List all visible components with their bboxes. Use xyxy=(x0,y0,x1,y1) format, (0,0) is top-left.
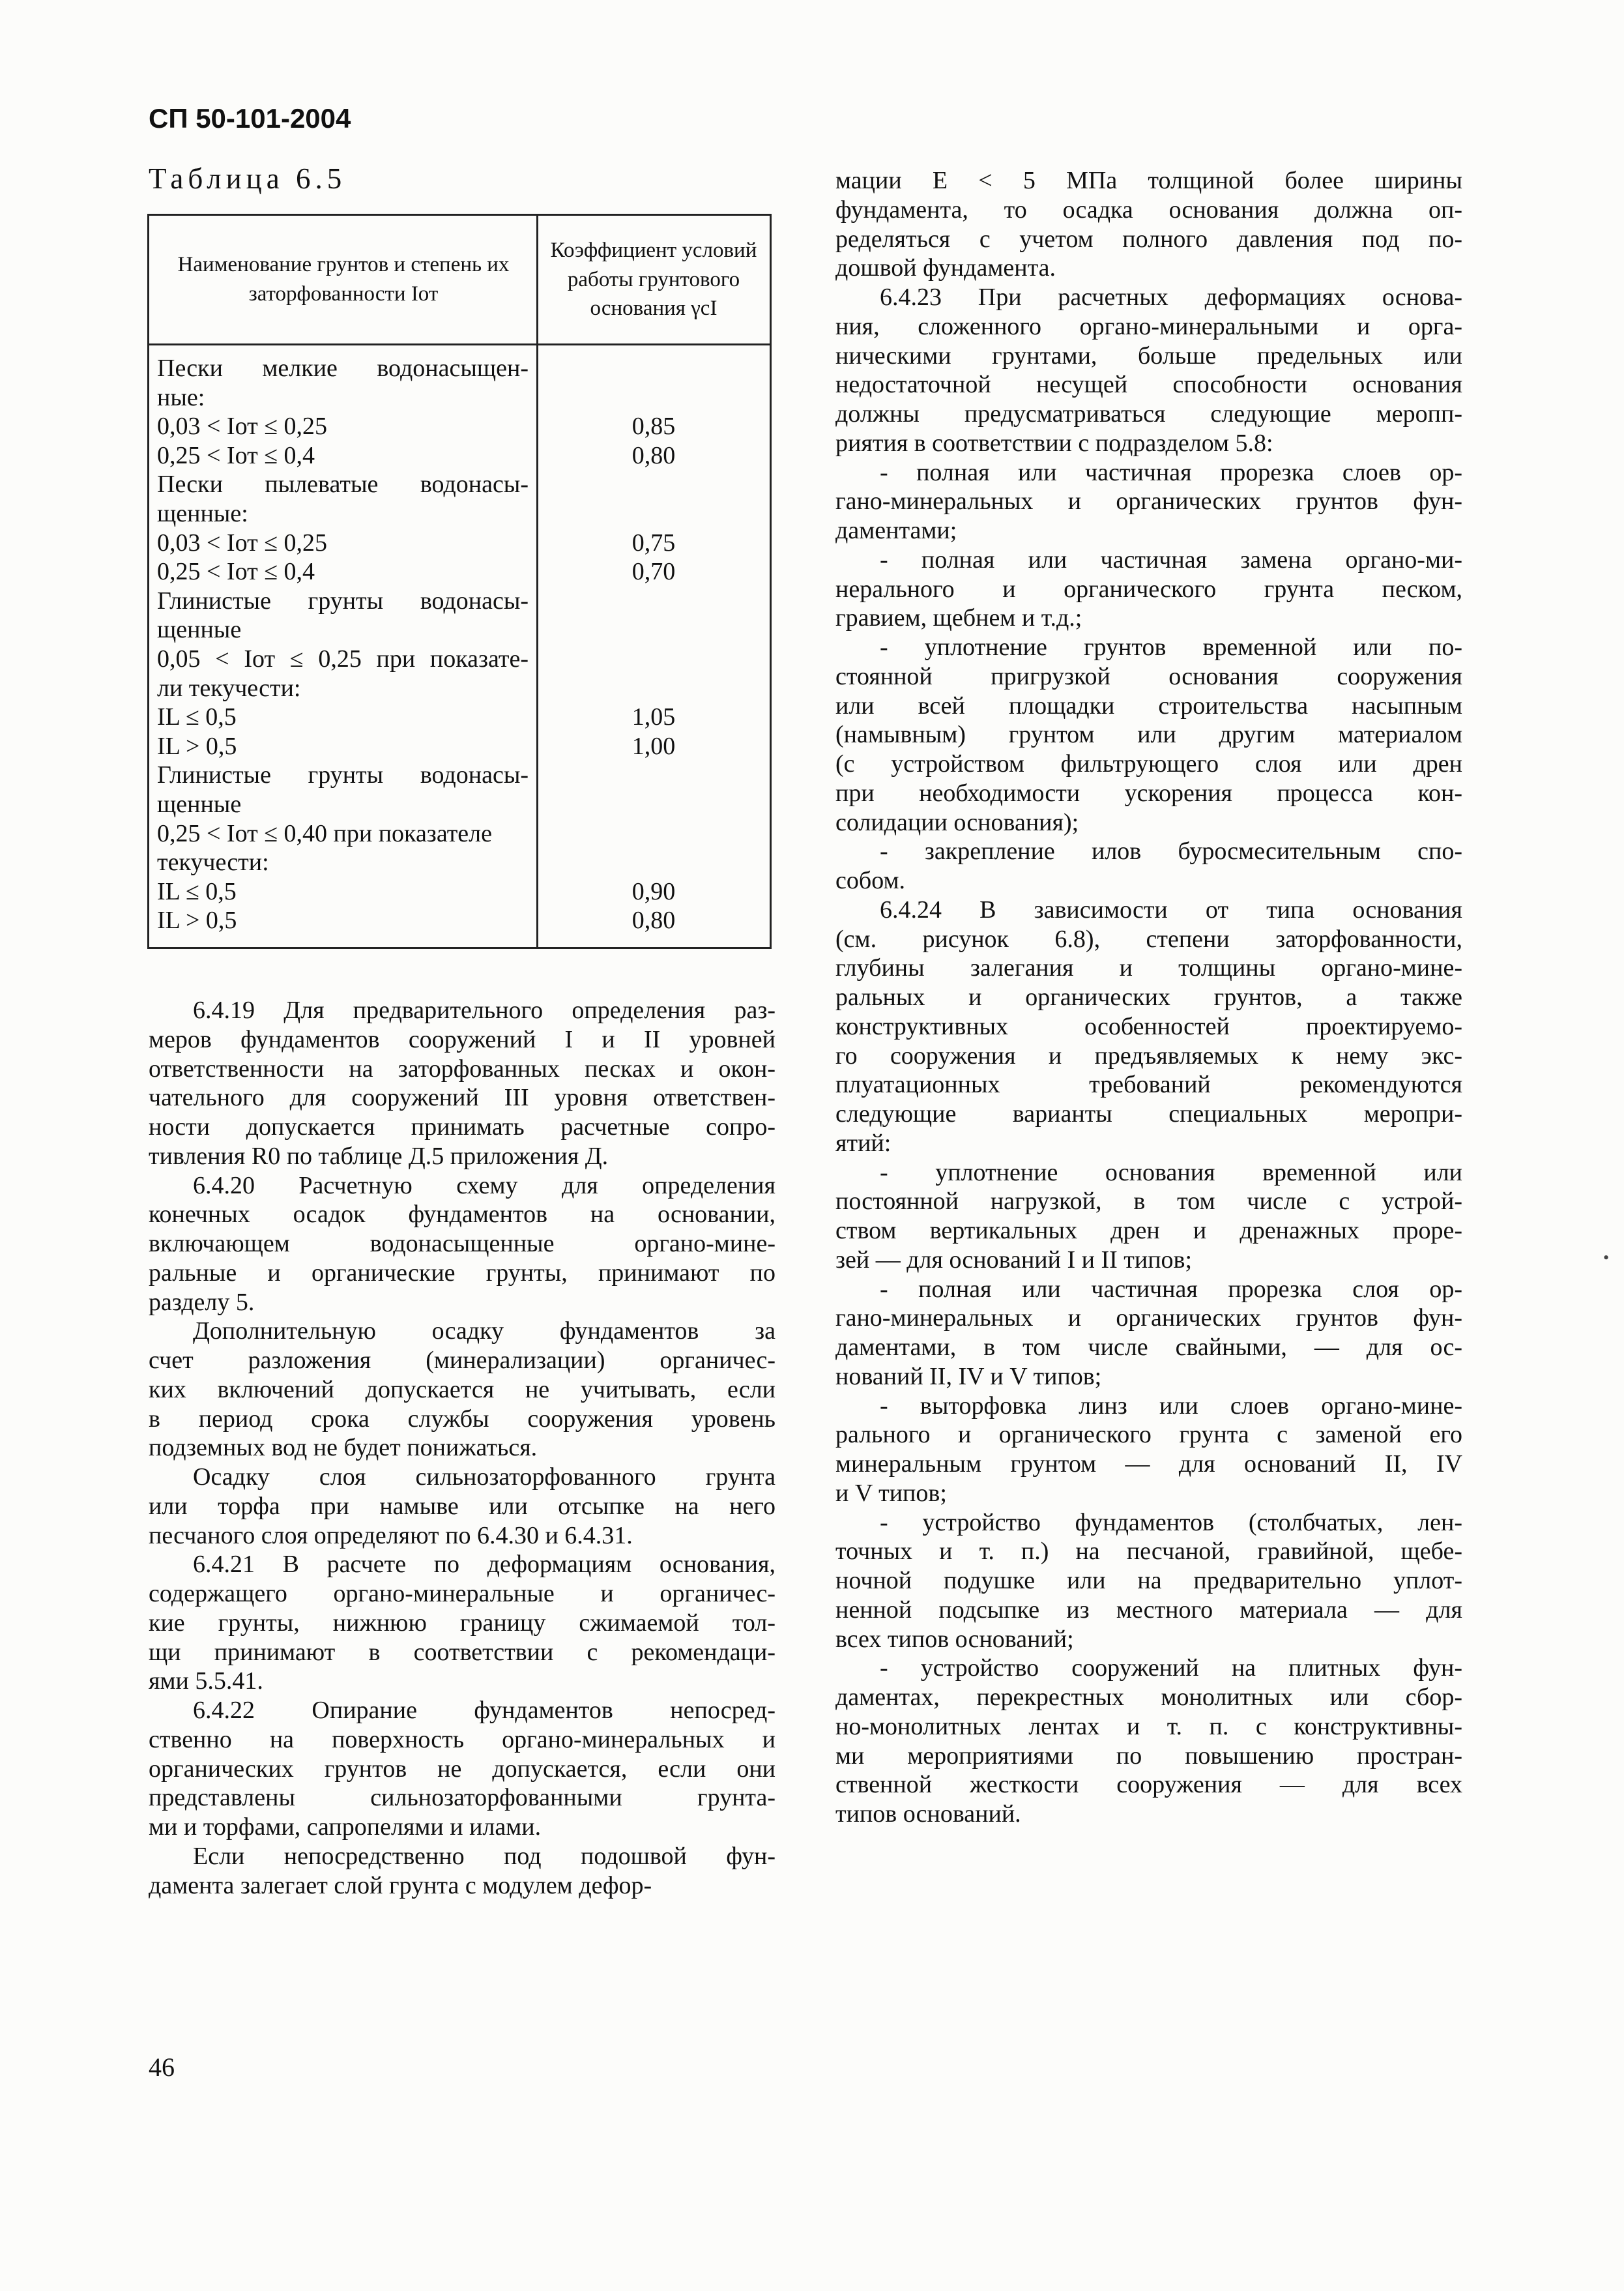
text-line: ством вертикальных дрен и дренажных проре- xyxy=(835,1217,1462,1244)
soil-coefficient-table xyxy=(147,214,772,949)
margin-mark: • xyxy=(1603,1248,1610,1267)
table-row xyxy=(149,703,770,732)
text-line: и V типов; xyxy=(835,1479,947,1507)
soil-name-cell: текучести: xyxy=(157,849,269,877)
text-line: песчаного слоя определяют по 6.4.30 и 6.4.31. xyxy=(149,1521,633,1549)
table-row xyxy=(149,354,770,383)
table-row xyxy=(149,674,770,703)
text-line: гано-минеральных и органических грунтов фун- xyxy=(835,1304,1462,1332)
table-row xyxy=(149,645,770,674)
soil-name-cell: 0,05 < Iот ≤ 0,25 при показате- xyxy=(157,645,529,673)
table-row xyxy=(149,383,770,413)
text-line: недостаточной несущей способности основания xyxy=(835,371,1462,399)
text-line: фундамента, то осадка основания должна оп- xyxy=(835,196,1462,224)
text-line: ределяться с учетом полного давления под по- xyxy=(835,225,1462,253)
text-line: должны предусматриваться следующие меропп- xyxy=(835,400,1462,428)
text-line: мации E < 5 МПа толщиной более ширины xyxy=(835,167,1462,194)
table-row xyxy=(149,615,770,645)
table-caption: Таблица 6.5 xyxy=(149,162,347,195)
table-row xyxy=(149,877,770,907)
text-line: точных и т. п.) на песчаной, гравийной, щебе- xyxy=(835,1538,1462,1566)
left-text-column xyxy=(149,996,776,1900)
soil-name-cell: IL ≤ 0,5 xyxy=(157,703,237,731)
right-text-column xyxy=(835,166,1462,1829)
text-line: (см. рисунок 6.8), степени заторфованности, xyxy=(835,925,1462,953)
text-line: даментах, перекрестных монолитных или сбор- xyxy=(835,1684,1462,1711)
table-row xyxy=(149,732,770,761)
text-line: глубины залегания и толщины органо-мине- xyxy=(835,954,1462,982)
soil-name-cell: щенные: xyxy=(157,499,248,527)
soil-name-cell: 0,03 < Iот ≤ 0,25 xyxy=(157,529,328,557)
text-line: при необходимости ускорения процесса кон- xyxy=(835,779,1462,807)
text-line: конечных осадок фундаментов на основании, xyxy=(149,1201,776,1229)
text-line: - закрепление илов буросмесительным спо- xyxy=(880,838,1462,866)
text-line: включающем водонасыщенные органо-мине- xyxy=(149,1230,776,1257)
text-line: ночной подушке или на предварительно уплот- xyxy=(835,1567,1462,1594)
text-line: - устройство фундаментов (столбчатых, лен- xyxy=(880,1508,1462,1536)
text-line: даментами, в том числе свайными, — для ос- xyxy=(835,1334,1462,1361)
text-line: кие грунты, нижнюю границу сжимаемой тол- xyxy=(149,1609,776,1637)
text-line: рального и органического грунта с заменой его xyxy=(835,1421,1462,1449)
coefficient-cell: 1,05 xyxy=(631,703,676,731)
text-line: - полная или частичная прорезка слоев ор- xyxy=(880,458,1462,486)
table-row xyxy=(149,412,770,441)
coefficient-cell: 0,80 xyxy=(631,907,676,935)
soil-name-cell: 0,03 < Iот ≤ 0,25 xyxy=(157,413,328,441)
table-row xyxy=(149,470,770,499)
table-row xyxy=(149,557,770,587)
soil-name-cell: ли текучести: xyxy=(157,674,301,702)
soil-name-cell: IL ≤ 0,5 xyxy=(157,877,237,905)
text-line: Если непосредственно под подошвой фун- xyxy=(193,1842,776,1870)
soil-name-cell: щенные xyxy=(157,790,242,818)
text-line: минеральным грунтом — для оснований II, IV xyxy=(835,1450,1462,1478)
text-line: 6.4.23 При расчетных деформациях основа- xyxy=(880,284,1462,311)
table-row xyxy=(149,441,770,471)
text-line: или торфа при намыве или отсыпке на него xyxy=(149,1492,776,1520)
text-line: дамента залегает слой грунта с модулем дефор- xyxy=(149,1871,652,1899)
text-line: 6.4.21 В расчете по деформациям основания, xyxy=(193,1551,776,1579)
text-line: гравием, щебнем и т.д.; xyxy=(835,604,1082,632)
text-line: Осадку слоя сильнозаторфованного грунта xyxy=(193,1463,776,1491)
soil-name-cell: IL > 0,5 xyxy=(157,907,237,935)
text-line: чательного для сооружений III уровня ответствен- xyxy=(149,1084,776,1112)
text-line: (намывным) грунтом или другим материалом xyxy=(835,721,1462,749)
soil-name-cell: Пески пылеватые водонасы- xyxy=(157,471,529,499)
text-line: ми и торфами, сапропелями и илами. xyxy=(149,1813,542,1841)
text-line: конструктивных особенностей проектируемо- xyxy=(835,1012,1462,1040)
text-line: - выторфовка линз или слоев органо-мине- xyxy=(880,1392,1462,1420)
text-line: стоянной пригрузкой основания сооружения xyxy=(835,662,1462,690)
text-line: плуатационных требований рекомендуются xyxy=(835,1071,1462,1099)
soil-name-cell: Глинистые грунты водонасы- xyxy=(157,761,529,789)
coefficient-cell: 0,75 xyxy=(631,529,676,557)
text-line: - полная или частичная прорезка слоя ор- xyxy=(880,1275,1462,1303)
text-line: ственной жесткости сооружения — для всех xyxy=(835,1771,1462,1799)
text-line: подземных вод не будет понижаться. xyxy=(149,1434,538,1462)
text-line: нований II, IV и V типов; xyxy=(835,1362,1102,1390)
table-header-row xyxy=(149,216,770,345)
text-line: органических грунтов не допускается, если они xyxy=(149,1755,776,1783)
table-row xyxy=(149,529,770,558)
table-row xyxy=(149,819,770,849)
table-row xyxy=(149,499,770,529)
table-row xyxy=(149,906,770,935)
text-line: (с устройством фильтрующего слоя или дрен xyxy=(835,750,1462,778)
text-line: ния, сложенного органо-минеральными и орга- xyxy=(835,312,1462,340)
coefficient-cell: 0,85 xyxy=(631,413,676,441)
text-line: риятия в соответствии с подразделом 5.8: xyxy=(835,429,1273,457)
table-row xyxy=(149,848,770,877)
text-line: 6.4.24 В зависимости от типа основания xyxy=(880,896,1462,924)
text-line: ями 5.5.41. xyxy=(149,1667,263,1695)
text-line: ятий: xyxy=(835,1129,892,1157)
text-line: счет разложения (минерализации) органичес- xyxy=(149,1347,776,1374)
table-body xyxy=(149,354,770,935)
coefficient-cell: 0,70 xyxy=(631,558,676,586)
coefficient-cell: 1,00 xyxy=(631,732,676,760)
text-line: тивления R0 по таблице Д.5 приложения Д. xyxy=(149,1142,609,1170)
soil-name-cell: 0,25 < Iот ≤ 0,4 xyxy=(157,558,315,586)
text-line: типов оснований. xyxy=(835,1800,1021,1828)
soil-name-cell: щенные xyxy=(157,616,242,644)
soil-name-cell: ные: xyxy=(157,383,205,411)
text-line: следующие варианты специальных меропри- xyxy=(835,1100,1462,1128)
page-number: 46 xyxy=(149,2052,175,2082)
soil-name-cell: IL > 0,5 xyxy=(157,732,237,760)
text-line: ническими грунтами, больше предельных или xyxy=(835,342,1462,370)
text-line: ми мероприятиями по повышению простран- xyxy=(835,1742,1462,1770)
text-line: - уплотнение грунтов временной или по- xyxy=(880,634,1462,661)
soil-name-cell: 0,25 < Iот ≤ 0,40 при показателе xyxy=(157,819,493,847)
text-line: ственно на поверхность органо-минеральных и xyxy=(149,1725,776,1753)
table-row xyxy=(149,587,770,616)
soil-name-cell: Глинистые грунты водонасы- xyxy=(157,587,529,615)
text-line: ненной подсыпке из местного материала — для xyxy=(835,1596,1462,1624)
text-line: но-монолитных лентах и т. п. с конструктивны- xyxy=(835,1712,1462,1740)
text-line: в период срока службы сооружения уровень xyxy=(149,1405,776,1433)
text-line: ких включений допускается не учитывать, если xyxy=(149,1375,776,1403)
text-line: дошвой фундамента. xyxy=(835,254,1056,282)
coefficient-cell: 0,80 xyxy=(631,441,676,469)
column-header-coefficient: Коэффициент условий работы грунтового основания γcI xyxy=(550,239,757,321)
text-line: постоянной нагрузкой, в том числе с устрой- xyxy=(835,1188,1462,1216)
text-line: или всей площадки строительства насыпным xyxy=(835,692,1462,720)
text-line: 6.4.19 Для предварительного определения раз- xyxy=(193,997,776,1024)
soil-name-cell: Пески мелкие водонасыщен- xyxy=(157,355,529,382)
text-line: даментами; xyxy=(835,517,957,544)
text-line: 6.4.20 Расчетную схему для определения xyxy=(193,1171,776,1199)
text-line: разделу 5. xyxy=(149,1288,255,1316)
text-line: ральных и органических грунтов, а также xyxy=(835,984,1462,1011)
text-line: щи принимают в соответствии с рекомендаци- xyxy=(149,1638,776,1666)
text-line: содержащего органо-минеральные и органичес- xyxy=(149,1580,776,1607)
text-line: солидации основания); xyxy=(835,808,1079,836)
text-line: ности допускается принимать расчетные сопро- xyxy=(149,1113,776,1141)
text-line: - полная или частичная замена органо-ми- xyxy=(880,546,1462,574)
text-line: 6.4.22 Опирание фундаментов непосред- xyxy=(193,1697,776,1724)
text-line: собом. xyxy=(835,867,906,894)
text-line: ответственности на заторфованных песках и окон- xyxy=(149,1055,776,1083)
text-line: меров фундаментов сооружений I и II уровней xyxy=(149,1025,776,1053)
text-line: представлены сильнозаторфованными грунта- xyxy=(149,1784,776,1812)
text-line: зей — для оснований I и II типов; xyxy=(835,1246,1193,1274)
text-line: - устройство сооружений на плитных фун- xyxy=(880,1654,1462,1682)
soil-name-cell: 0,25 < Iот ≤ 0,4 xyxy=(157,441,315,469)
coefficient-cell: 0,90 xyxy=(631,877,676,905)
text-line: го сооружения и предъявляемых к нему экс- xyxy=(835,1042,1462,1070)
text-line: всех типов оснований; xyxy=(835,1625,1074,1653)
document-code: СП 50-101-2004 xyxy=(149,103,351,134)
text-line: ральные и органические грунты, принимают по xyxy=(149,1259,776,1287)
table-row xyxy=(149,790,770,819)
column-header-soil-name: Наименование грунтов и степень их заторфованности Iот xyxy=(177,253,510,306)
text-line: - уплотнение основания временной или xyxy=(880,1158,1462,1186)
text-line: нерального и органического грунта песком, xyxy=(835,575,1462,603)
table-row xyxy=(149,761,770,790)
text-line: Дополнительную осадку фундаментов за xyxy=(193,1317,776,1345)
text-line: гано-минеральных и органических грунтов фун- xyxy=(835,488,1462,516)
